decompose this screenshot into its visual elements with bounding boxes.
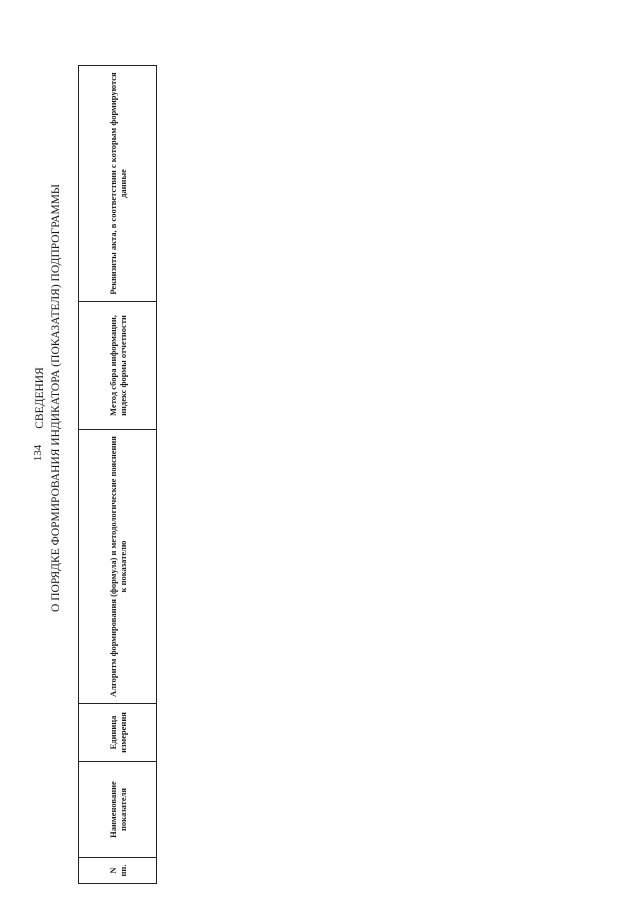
header-method: Метод сбора информации, индекс формы отчетности bbox=[79, 302, 157, 430]
header-algorithm: Алгоритм формирования (формула) и методологические пояснения к показателю bbox=[79, 430, 157, 704]
header-row bbox=[79, 66, 157, 884]
header-unit: Единица измерения bbox=[79, 704, 157, 762]
heading-line-1: СВЕДЕНИЯ bbox=[34, 367, 46, 429]
table-rotated-container bbox=[78, 66, 522, 884]
header-name: Наименование показателя bbox=[79, 762, 157, 858]
heading-line-2: О ПОРЯДКЕ ФОРМИРОВАНИЯ ИНДИКАТОРА (ПОКАЗАТЕЛЯ) ПОДПРОГРАММЫ bbox=[50, 184, 62, 612]
header-requisites: Реквизиты акта, в соответствии с которым формируются данные bbox=[79, 66, 157, 302]
page-number: 134 bbox=[32, 444, 44, 462]
header-num: N пп. bbox=[79, 858, 157, 884]
data-table bbox=[78, 65, 157, 884]
